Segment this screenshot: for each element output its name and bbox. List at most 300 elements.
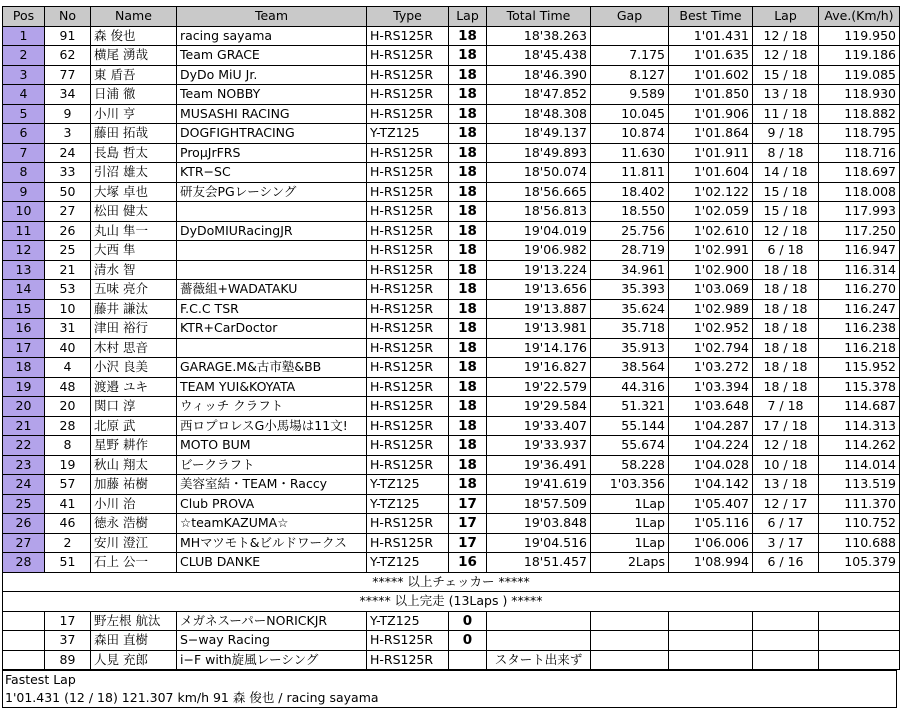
cell-best-lap [753,631,819,651]
cell-average-speed: 116.314 [819,260,900,280]
cell-total-time [487,611,591,631]
cell-best-time: 1'08.994 [669,553,753,573]
cell-name: 人見 充郎 [91,650,177,670]
cell-type: H-RS125R [367,514,449,534]
cell-gap: 38.564 [591,358,669,378]
cell-lap: 18 [449,416,487,436]
cell-gap: 1Lap [591,494,669,514]
result-row [3,202,900,222]
cell-gap: 58.228 [591,455,669,475]
cell-best-time: 1'02.610 [669,221,753,241]
result-row [3,494,900,514]
cell-best-lap: 18 / 18 [753,280,819,300]
cell-no: 3 [45,124,91,144]
cell-best-lap: 6 / 18 [753,241,819,261]
cell-gap: 11.630 [591,143,669,163]
cell-team: DyDoMIURacingJR [177,221,367,241]
result-row [3,260,900,280]
cell-total-time [487,631,591,651]
cell-best-time [669,631,753,651]
cell-type: Y-TZ125 [367,553,449,573]
cell-total-time: 19'13.981 [487,319,591,339]
cell-no: 51 [45,553,91,573]
result-row [3,514,900,534]
cell-best-time: 1'03.648 [669,397,753,417]
cell-gap: 10.874 [591,124,669,144]
cell-lap: 18 [449,319,487,339]
cell-total-time: 18'46.390 [487,65,591,85]
cell-team: ビークラフト [177,455,367,475]
cell-best-lap: 12 / 18 [753,221,819,241]
cell-no: 53 [45,280,91,300]
cell-average-speed: 118.930 [819,85,900,105]
cell-best-time: 1'01.604 [669,163,753,183]
cell-best-lap: 6 / 16 [753,553,819,573]
cell-type: H-RS125R [367,143,449,163]
cell-average-speed: 118.697 [819,163,900,183]
cell-name: 星野 耕作 [91,436,177,456]
cell-type: H-RS125R [367,397,449,417]
cell-no: 50 [45,182,91,202]
cell-no: 46 [45,514,91,534]
cell-no: 41 [45,494,91,514]
cell-type: Y-TZ125 [367,124,449,144]
cell-average-speed: 119.186 [819,46,900,66]
result-row [3,436,900,456]
cell-pos: 5 [3,104,45,124]
cell-type: H-RS125R [367,65,449,85]
cell-total-time: 19'29.584 [487,397,591,417]
cell-name: 藤井 謙汰 [91,299,177,319]
cell-pos: 21 [3,416,45,436]
cell-name: 引沼 雄太 [91,163,177,183]
result-row [3,299,900,319]
cell-team: S−way Racing [177,631,367,651]
cell-best-lap: 10 / 18 [753,455,819,475]
cell-pos: 10 [3,202,45,222]
cell-team [177,202,367,222]
cell-team: MHマツモト&ビルドワークス [177,533,367,553]
cell-total-time: 18'45.438 [487,46,591,66]
header-best-time: Best Time [669,7,753,27]
cell-average-speed: 110.752 [819,514,900,534]
cell-name: 松田 健太 [91,202,177,222]
cell-lap: 18 [449,377,487,397]
cell-pos: 15 [3,299,45,319]
cell-best-time: 1'02.989 [669,299,753,319]
cell-average-speed: 118.716 [819,143,900,163]
cell-gap: 35.624 [591,299,669,319]
cell-gap: 25.756 [591,221,669,241]
cell-best-time: 1'02.900 [669,260,753,280]
cell-average-speed: 116.247 [819,299,900,319]
cell-no: 8 [45,436,91,456]
cell-lap: 17 [449,533,487,553]
cell-average-speed: 117.993 [819,202,900,222]
cell-type: H-RS125R [367,104,449,124]
cell-average-speed: 116.218 [819,338,900,358]
cell-best-time [669,611,753,631]
cell-team: Team NOBBY [177,85,367,105]
cell-gap: 51.321 [591,397,669,417]
cell-best-time: 1'02.952 [669,319,753,339]
cell-average-speed: 114.014 [819,455,900,475]
cell-lap: 18 [449,202,487,222]
cell-best-lap [753,650,819,670]
cell-no: 19 [45,455,91,475]
cell-gap: 44.316 [591,377,669,397]
cell-pos [3,611,45,631]
cell-best-time: 1'01.431 [669,26,753,46]
cell-average-speed: 119.085 [819,65,900,85]
result-row [3,221,900,241]
cell-best-time: 1'05.407 [669,494,753,514]
cell-total-time: 19'14.176 [487,338,591,358]
cell-type: Y-TZ125 [367,494,449,514]
cell-total-time: 18'47.852 [487,85,591,105]
cell-pos: 11 [3,221,45,241]
cell-team: KTR+CarDoctor [177,319,367,339]
cell-average-speed: 118.008 [819,182,900,202]
cell-lap: 18 [449,26,487,46]
cell-no: 48 [45,377,91,397]
cell-lap: 18 [449,65,487,85]
header-no: No [45,7,91,27]
cell-best-time: 1'04.142 [669,475,753,495]
cell-name: 日浦 徹 [91,85,177,105]
cell-total-time: 19'06.982 [487,241,591,261]
cell-gap: 35.718 [591,319,669,339]
cell-team: racing sayama [177,26,367,46]
cell-no: 57 [45,475,91,495]
cell-total-time: 18'56.665 [487,182,591,202]
result-row [3,241,900,261]
cell-type: H-RS125R [367,631,449,651]
cell-best-time: 1'01.911 [669,143,753,163]
cell-average-speed: 114.262 [819,436,900,456]
header-total-time: Total Time [487,7,591,27]
cell-type: H-RS125R [367,416,449,436]
cell-team: 研友会PGレーシング [177,182,367,202]
cell-gap: 35.913 [591,338,669,358]
cell-total-time: 18'56.813 [487,202,591,222]
cell-team: Team GRACE [177,46,367,66]
cell-total-time: 19'36.491 [487,455,591,475]
cell-best-lap: 6 / 17 [753,514,819,534]
cell-team: ProμJrFRS [177,143,367,163]
cell-no: 34 [45,85,91,105]
cell-average-speed: 119.950 [819,26,900,46]
cell-gap: 34.961 [591,260,669,280]
cell-name: 石上 公一 [91,553,177,573]
cell-no: 77 [45,65,91,85]
cell-team: MOTO BUM [177,436,367,456]
cell-lap: 18 [449,436,487,456]
cell-total-time: 18'38.263 [487,26,591,46]
result-row [3,358,900,378]
cell-average-speed [819,650,900,670]
header-gap: Gap [591,7,669,27]
cell-name: 徳永 浩樹 [91,514,177,534]
cell-type: H-RS125R [367,299,449,319]
cell-best-lap: 12 / 18 [753,26,819,46]
cell-total-time: 19'16.827 [487,358,591,378]
cell-name: 木村 思音 [91,338,177,358]
cell-no: 20 [45,397,91,417]
cell-no: 4 [45,358,91,378]
checker-row [3,572,900,592]
cell-lap: 18 [449,299,487,319]
cell-gap: 55.674 [591,436,669,456]
cell-team: 薔薇組+WADATAKU [177,280,367,300]
cell-no: 28 [45,416,91,436]
cell-total-time: 18'57.509 [487,494,591,514]
cell-best-lap: 12 / 18 [753,46,819,66]
cell-type: H-RS125R [367,221,449,241]
cell-team: MUSASHI RACING [177,104,367,124]
cell-best-time: 1'05.116 [669,514,753,534]
cell-gap [591,26,669,46]
cell-pos: 23 [3,455,45,475]
finish-row [3,592,900,612]
result-row [3,455,900,475]
cell-lap: 18 [449,85,487,105]
result-row [3,124,900,144]
cell-average-speed: 114.313 [819,416,900,436]
cell-team: 西ロプロレスG小馬場は11文! [177,416,367,436]
cell-team: TEAM YUI&KOYATA [177,377,367,397]
cell-average-speed [819,611,900,631]
cell-best-time: 1'04.224 [669,436,753,456]
cell-best-lap: 18 / 18 [753,338,819,358]
result-row [3,397,900,417]
cell-name: 森 俊也 [91,26,177,46]
cell-average-speed [819,631,900,651]
cell-pos: 12 [3,241,45,261]
results-body [3,26,900,572]
cell-lap: 17 [449,494,487,514]
cell-total-time: 18'49.893 [487,143,591,163]
cell-type: H-RS125R [367,241,449,261]
cell-no: 31 [45,319,91,339]
cell-type: H-RS125R [367,650,449,670]
cell-team: Club PROVA [177,494,367,514]
cell-name: 小川 亨 [91,104,177,124]
cell-pos: 1 [3,26,45,46]
cell-best-lap: 17 / 18 [753,416,819,436]
cell-no: 10 [45,299,91,319]
cell-total-time: 19'33.407 [487,416,591,436]
cell-type: H-RS125R [367,455,449,475]
cell-name: 藤田 拓哉 [91,124,177,144]
cell-team: ウィッチ クラフト [177,397,367,417]
cell-lap: 18 [449,221,487,241]
cell-gap: 1'03.356 [591,475,669,495]
result-row [3,416,900,436]
cell-no: 21 [45,260,91,280]
cell-team: DyDo MiU Jr. [177,65,367,85]
cell-gap [591,611,669,631]
result-row [3,104,900,124]
cell-best-time: 1'02.122 [669,182,753,202]
cell-no: 33 [45,163,91,183]
cell-best-time: 1'01.635 [669,46,753,66]
cell-no: 24 [45,143,91,163]
cell-average-speed: 116.238 [819,319,900,339]
cell-pos: 9 [3,182,45,202]
cell-pos: 13 [3,260,45,280]
result-row [3,65,900,85]
cell-name: 野左根 航汰 [91,611,177,631]
cell-lap: 17 [449,514,487,534]
cell-average-speed: 105.379 [819,553,900,573]
cell-lap: 18 [449,182,487,202]
cell-lap: 0 [449,611,487,631]
cell-pos: 27 [3,533,45,553]
cell-average-speed: 117.250 [819,221,900,241]
cell-best-lap: 11 / 18 [753,104,819,124]
cell-gap: 18.402 [591,182,669,202]
cell-total-time: 19'33.937 [487,436,591,456]
cell-type: H-RS125R [367,338,449,358]
cell-lap: 18 [449,163,487,183]
cell-best-lap [753,611,819,631]
cell-best-lap: 15 / 18 [753,202,819,222]
header-name: Name [91,7,177,27]
cell-name: 東 盾吾 [91,65,177,85]
cell-pos: 3 [3,65,45,85]
cell-gap [591,631,669,651]
cell-best-time: 1'02.059 [669,202,753,222]
cell-name: 長島 哲太 [91,143,177,163]
cell-name: 大西 隼 [91,241,177,261]
result-row [3,26,900,46]
cell-no: 62 [45,46,91,66]
cell-pos: 26 [3,514,45,534]
cell-total-time: 19'22.579 [487,377,591,397]
cell-lap: 18 [449,455,487,475]
cell-total-time: スタート出来ず [487,650,591,670]
cell-best-time: 1'02.794 [669,338,753,358]
cell-name: 清水 智 [91,260,177,280]
header-row [3,7,900,27]
cell-pos: 24 [3,475,45,495]
cell-name: 丸山 隼一 [91,221,177,241]
cell-lap: 18 [449,241,487,261]
cell-best-lap: 15 / 18 [753,182,819,202]
cell-best-lap: 8 / 18 [753,143,819,163]
cell-average-speed: 114.687 [819,397,900,417]
cell-best-time: 1'01.850 [669,85,753,105]
cell-lap: 18 [449,124,487,144]
cell-best-time: 1'04.028 [669,455,753,475]
cell-no: 27 [45,202,91,222]
cell-team: KTR−SC [177,163,367,183]
result-row [3,46,900,66]
cell-team: CLUB DANKE [177,553,367,573]
cell-pos: 6 [3,124,45,144]
cell-best-lap: 14 / 18 [753,163,819,183]
cell-no: 17 [45,611,91,631]
cell-average-speed: 110.688 [819,533,900,553]
cell-best-lap: 15 / 18 [753,65,819,85]
cell-name: 関口 淳 [91,397,177,417]
cell-lap: 18 [449,104,487,124]
cell-best-time: 1'01.906 [669,104,753,124]
cell-no: 26 [45,221,91,241]
cell-best-lap: 3 / 17 [753,533,819,553]
cell-type: H-RS125R [367,533,449,553]
cell-total-time: 18'48.308 [487,104,591,124]
cell-gap: 28.719 [591,241,669,261]
header-pos: Pos [3,7,45,27]
result-row [3,143,900,163]
cell-name: 津田 裕行 [91,319,177,339]
cell-total-time: 19'03.848 [487,514,591,534]
cell-average-speed: 115.378 [819,377,900,397]
cell-total-time: 19'04.516 [487,533,591,553]
cell-lap: 16 [449,553,487,573]
cell-gap: 18.550 [591,202,669,222]
cell-gap [591,650,669,670]
cell-no: 91 [45,26,91,46]
cell-type: H-RS125R [367,436,449,456]
cell-gap: 55.144 [591,416,669,436]
cell-name: 安川 澄江 [91,533,177,553]
result-row [3,280,900,300]
cell-type: H-RS125R [367,202,449,222]
cell-pos: 16 [3,319,45,339]
cell-pos: 8 [3,163,45,183]
cell-total-time: 18'49.137 [487,124,591,144]
cell-average-speed: 116.947 [819,241,900,261]
cell-lap: 18 [449,46,487,66]
cell-average-speed: 113.519 [819,475,900,495]
header-team: Team [177,7,367,27]
cell-name: 秋山 翔太 [91,455,177,475]
cell-best-lap: 9 / 18 [753,124,819,144]
cell-name: 五味 亮介 [91,280,177,300]
cell-average-speed: 115.952 [819,358,900,378]
result-row [3,553,900,573]
cell-average-speed: 118.795 [819,124,900,144]
result-row [3,85,900,105]
cell-best-lap: 7 / 18 [753,397,819,417]
cell-pos: 19 [3,377,45,397]
cell-gap: 35.393 [591,280,669,300]
cell-type: H-RS125R [367,85,449,105]
cell-lap: 18 [449,280,487,300]
result-row [3,475,900,495]
cell-pos: 17 [3,338,45,358]
cell-type: H-RS125R [367,358,449,378]
cell-team [177,241,367,261]
cell-best-time: 1'03.394 [669,377,753,397]
cell-pos [3,650,45,670]
cell-team: DOGFIGHTRACING [177,124,367,144]
cell-pos [3,631,45,651]
cell-total-time: 19'41.619 [487,475,591,495]
cell-best-time: 1'04.287 [669,416,753,436]
checker-note: ***** 以上チェッカー ***** [3,572,900,592]
cell-average-speed: 116.270 [819,280,900,300]
cell-lap [449,650,487,670]
cell-best-lap: 18 / 18 [753,319,819,339]
cell-best-lap: 13 / 18 [753,475,819,495]
cell-pos: 7 [3,143,45,163]
cell-pos: 22 [3,436,45,456]
cell-no: 9 [45,104,91,124]
